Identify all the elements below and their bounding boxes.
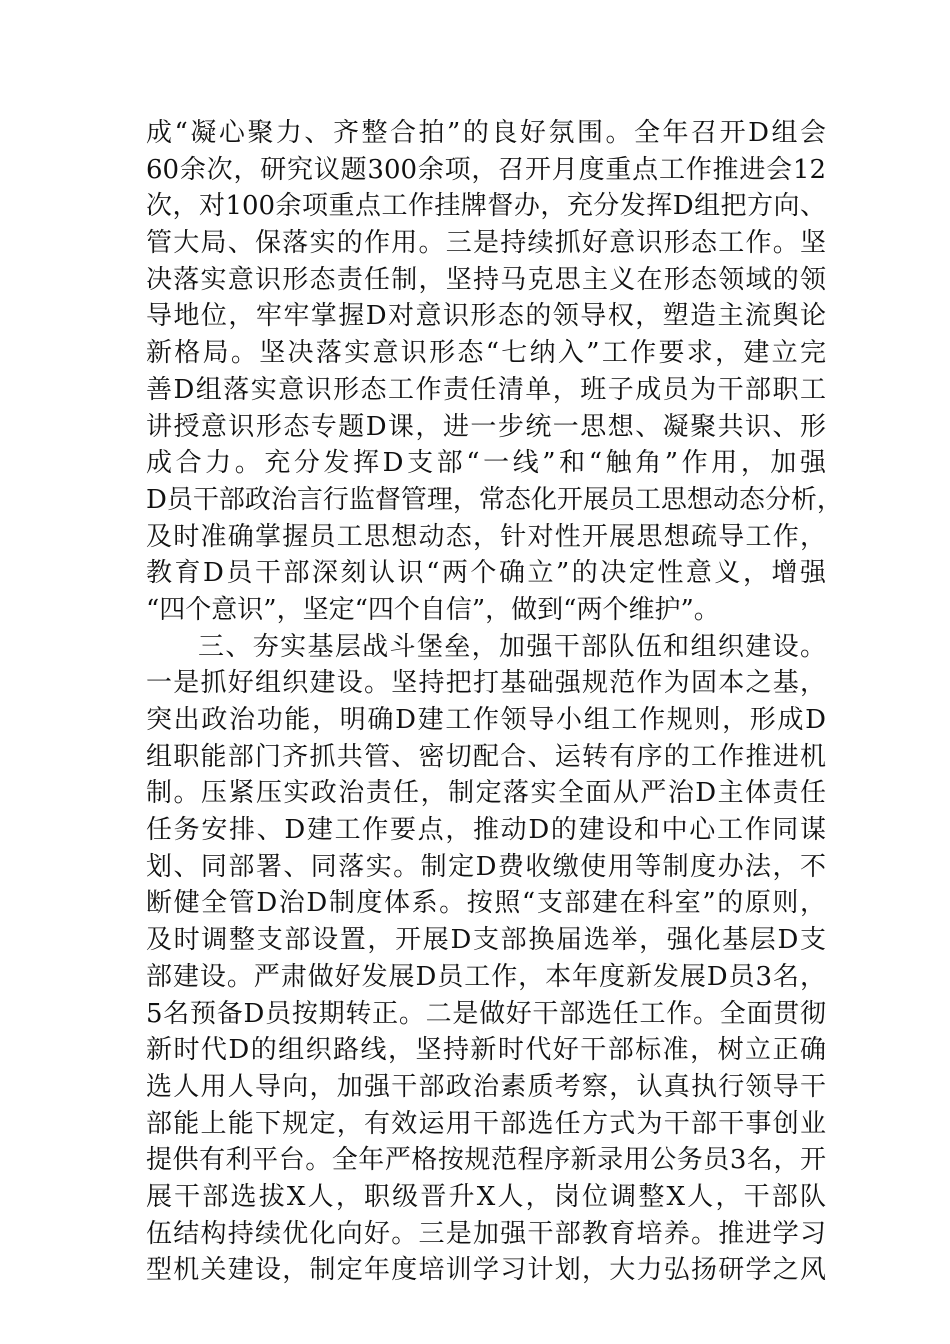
text-line: 任务安排、D建工作要点，推动D的建设和中心工作同谋 — [146, 815, 826, 846]
text-line: 伍结构持续优化向好。三是加强干部教育培养。推进学习 — [146, 1218, 826, 1249]
text-line: 成“凝心聚力、齐整合拍”的良好氛围。全年召开D组会 — [146, 118, 826, 148]
text-line: 组职能部门齐抓共管、密切配合、运转有序的工作推进机 — [146, 741, 826, 772]
text-line: 善D组落实意识形态工作责任清单，班子成员为干部职工 — [146, 374, 826, 405]
text-line: 型机关建设，制定年度培训学习计划，大力弘扬研学之风 — [146, 1255, 826, 1286]
text-line: 部能上能下规定，有效运用干部选任方式为干部干事创业 — [146, 1108, 826, 1139]
text-line: 断健全管D治D制度体系。按照“支部建在科室”的原则， — [146, 888, 826, 919]
text-line: 制。压紧压实政治责任，制定落实全面从严治D主体责任 — [146, 778, 826, 809]
text-line: 划、同部署、同落实。制定D费收缴使用等制度办法，不 — [146, 851, 826, 882]
text-line: 次，对100余项重点工作挂牌督办，充分发挥D组把方向、 — [146, 191, 826, 222]
text-line: 60余次，研究议题300余项，召开月度重点工作推进会12 — [146, 154, 826, 185]
text-line: 新时代D的组织路线，坚持新时代好干部标准，树立正确 — [146, 1035, 826, 1066]
text-line: 部建设。严肃做好发展D员工作，本年度新发展D员3名， — [146, 961, 826, 992]
text-line: 及时准确掌握员工思想动态，针对性开展思想疏导工作， — [146, 521, 826, 552]
text-line: 新格局。坚决落实意识形态“七纳入”工作要求，建立完 — [146, 338, 826, 369]
text-line: “四个意识”，坚定“四个自信”，做到“两个维护”。 — [146, 594, 720, 625]
text-line: 教育D员干部深刻认识“两个确立”的决定性意义，增强 — [146, 558, 826, 589]
text-line: 展干部选拔X人，职级晋升X人，岗位调整X人，干部队 — [146, 1181, 826, 1212]
paragraph-heading-line: 三、夯实基层战斗堡垒，加强干部队伍和组织建设。 — [198, 631, 826, 662]
document-body — [146, 115, 843, 1289]
text-line: 及时调整支部设置，开展D支部换届选举，强化基层D支 — [146, 925, 826, 956]
text-line: 提供有利平台。全年严格按规范程序新录用公务员3名，开 — [146, 1145, 826, 1176]
text-line: 决落实意识形态责任制，坚持马克思主义在形态领域的领 — [146, 264, 826, 295]
text-line: 5名预备D员按期转正。二是做好干部选任工作。全面贯彻 — [146, 998, 826, 1029]
text-line: 导地位，牢牢掌握D对意识形态的领导权，塑造主流舆论 — [146, 301, 826, 332]
text-line: 讲授意识形态专题D课，进一步统一思想、凝聚共识、形 — [146, 411, 826, 442]
text-line: 选人用人导向，加强干部政治素质考察，认真执行领导干 — [146, 1071, 826, 1102]
text-line: 管大局、保落实的作用。三是持续抓好意识形态工作。坚 — [146, 228, 826, 259]
text-line: 成合力。充分发挥D支部“一线”和“触角”作用，加强 — [146, 448, 826, 479]
text-line: D员干部政治言行监督管理，常态化开展员工思想动态分析， — [146, 484, 843, 515]
text-line: 一是抓好组织建设。坚持把打基础强规范作为固本之基， — [146, 668, 826, 699]
text-line: 突出政治功能，明确D建工作领导小组工作规则，形成D — [146, 705, 826, 735]
